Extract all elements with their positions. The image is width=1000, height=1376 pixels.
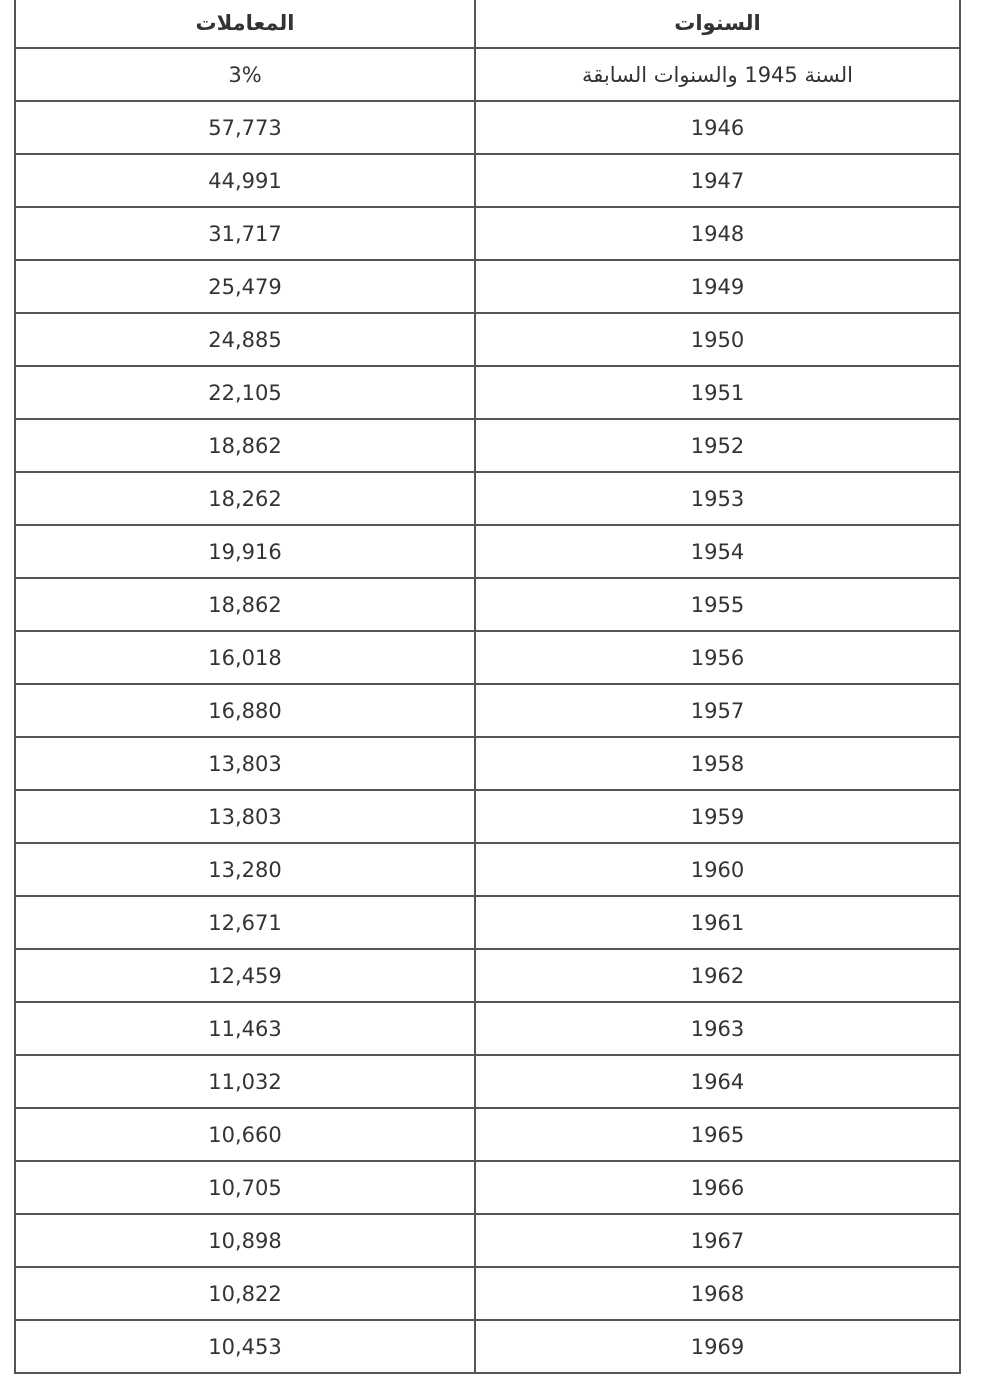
transactions-cell: 12,459 xyxy=(16,950,476,1001)
table-row xyxy=(16,314,959,367)
table-row xyxy=(16,261,959,314)
transactions-cell: 25,479 xyxy=(16,261,476,312)
table-row xyxy=(16,102,959,155)
year-cell: 1967 xyxy=(690,1228,745,1253)
year-cell: 1959 xyxy=(690,804,745,829)
table-row xyxy=(16,1268,959,1321)
table-row xyxy=(16,897,959,950)
table-row xyxy=(16,1215,959,1268)
year-cell: 1960 xyxy=(690,857,745,882)
year-cell: 1948 xyxy=(690,221,745,246)
year-cell: 1969 xyxy=(690,1334,745,1359)
table-row xyxy=(16,49,959,102)
year-cell: السنة 1945 والسنوات السابقة xyxy=(581,62,854,87)
transactions-cell: 10,898 xyxy=(16,1215,476,1266)
transactions-cell: 13,280 xyxy=(16,844,476,895)
transactions-cell: 13,803 xyxy=(16,791,476,842)
year-cell: 1950 xyxy=(690,327,745,352)
table-row xyxy=(16,1162,959,1215)
table-row xyxy=(16,208,959,261)
transactions-cell: 31,717 xyxy=(16,208,476,259)
table-row xyxy=(16,791,959,844)
transactions-cell: 3% xyxy=(16,49,476,100)
table-row xyxy=(16,685,959,738)
header-transactions: المعاملات xyxy=(16,0,476,47)
year-cell: 1968 xyxy=(690,1281,745,1306)
year-cell: 1946 xyxy=(690,115,745,140)
transactions-cell: 24,885 xyxy=(16,314,476,365)
table-row xyxy=(16,1003,959,1056)
transactions-cell: 57,773 xyxy=(16,102,476,153)
table-row xyxy=(16,367,959,420)
transactions-cell: 16,018 xyxy=(16,632,476,683)
year-cell: 1958 xyxy=(690,751,745,776)
transactions-cell: 18,862 xyxy=(16,579,476,630)
year-cell: 1962 xyxy=(690,963,745,988)
table-row xyxy=(16,155,959,208)
transactions-cell: 18,862 xyxy=(16,420,476,471)
table-row xyxy=(16,1321,959,1372)
transactions-cell: 10,705 xyxy=(16,1162,476,1213)
year-cell: 1964 xyxy=(690,1069,745,1094)
table-row xyxy=(16,579,959,632)
transactions-cell: 11,463 xyxy=(16,1003,476,1054)
year-cell: 1953 xyxy=(690,486,745,511)
transactions-cell: 10,822 xyxy=(16,1268,476,1319)
transactions-cell: 18,262 xyxy=(16,473,476,524)
year-cell: 1963 xyxy=(690,1016,745,1041)
transactions-cell: 44,991 xyxy=(16,155,476,206)
year-cell: 1955 xyxy=(690,592,745,617)
table-row xyxy=(16,950,959,1003)
table-row xyxy=(16,738,959,791)
year-cell: 1961 xyxy=(690,910,745,935)
transactions-cell: 16,880 xyxy=(16,685,476,736)
year-cell: 1954 xyxy=(690,539,745,564)
table-row xyxy=(16,526,959,579)
table-row xyxy=(16,473,959,526)
transactions-cell: 22,105 xyxy=(16,367,476,418)
transactions-cell: 11,032 xyxy=(16,1056,476,1107)
table-row xyxy=(16,1109,959,1162)
year-cell: 1949 xyxy=(690,274,745,299)
year-cell: 1966 xyxy=(690,1175,745,1200)
year-cell: 1957 xyxy=(690,698,745,723)
table-header-row xyxy=(16,0,959,49)
transactions-cell: 10,453 xyxy=(16,1321,476,1372)
year-cell: 1951 xyxy=(690,380,745,405)
transactions-table xyxy=(14,0,961,1374)
year-cell: 1965 xyxy=(690,1122,745,1147)
transactions-cell: 10,660 xyxy=(16,1109,476,1160)
table-row xyxy=(16,1056,959,1109)
year-cell: 1952 xyxy=(690,433,745,458)
header-years: السنوات xyxy=(674,10,761,35)
transactions-cell: 19,916 xyxy=(16,526,476,577)
table-row xyxy=(16,632,959,685)
year-cell: 1956 xyxy=(690,645,745,670)
year-cell: 1947 xyxy=(690,168,745,193)
transactions-cell: 12,671 xyxy=(16,897,476,948)
table-row xyxy=(16,844,959,897)
table-row xyxy=(16,420,959,473)
transactions-cell: 13,803 xyxy=(16,738,476,789)
